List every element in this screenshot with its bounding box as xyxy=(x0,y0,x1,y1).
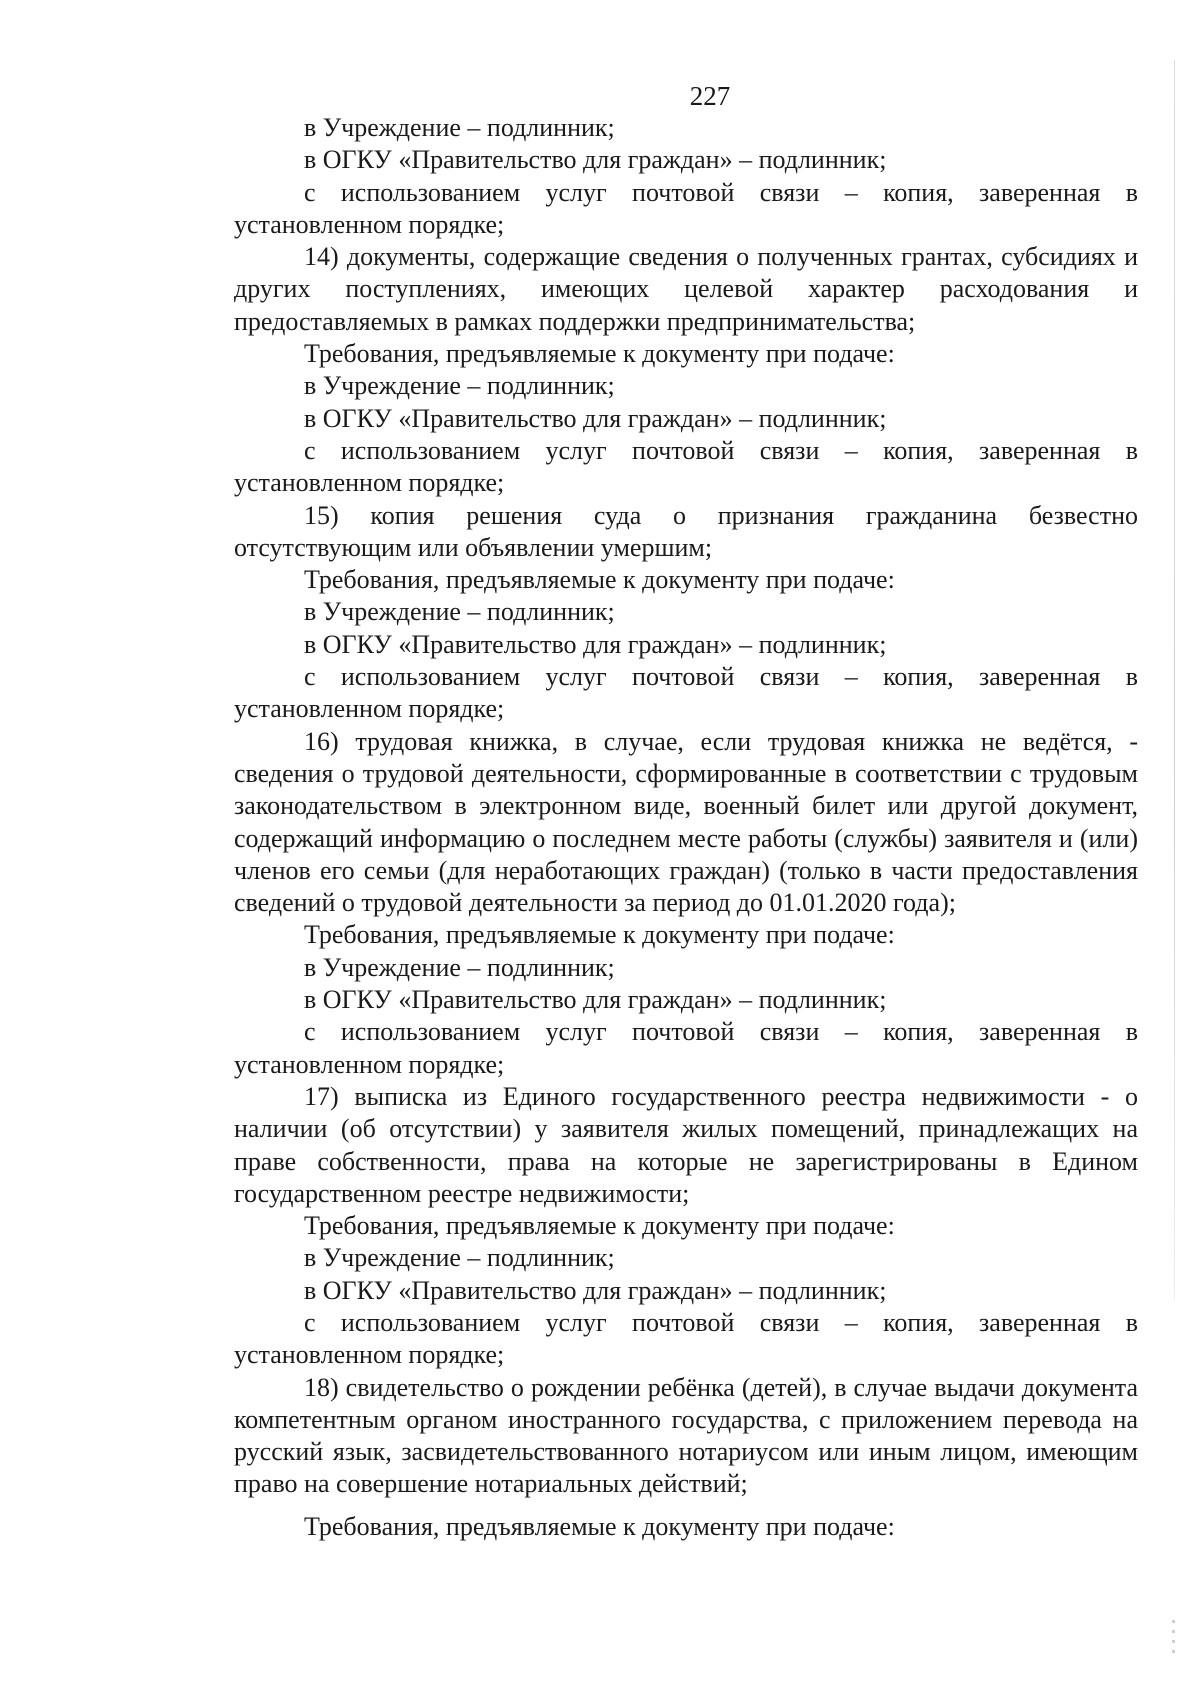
paragraph-requirements-heading: Требования, предъявляемые к документу при подаче: xyxy=(304,565,895,595)
document-body xyxy=(234,112,1138,1543)
page-number: 227 xyxy=(689,81,731,111)
paragraph-requirements-heading: Требования, предъявляемые к документу при подаче: xyxy=(304,1211,895,1241)
paragraph-original-to-ogku: в ОГКУ «Правительство для граждан» – подлинник; xyxy=(304,985,887,1015)
paragraph-postal-copy: с использованием услуг почтовой связи – копия, заверенная в установленном порядке; xyxy=(234,662,1138,724)
paragraph-item-14: 14) документы, содержащие сведения о полученных грантах, субсидиях и других поступлениях, имеющих целевой характер расходования и предоставляемых в рамках поддержки предпринимательства; xyxy=(234,242,1138,336)
paragraph-original-to-institution: в Учреждение – подлинник; xyxy=(304,1243,615,1273)
paragraph-item-18: 18) свидетельство о рождении ребёнка (детей), в случае выдачи документа компетентным органом иностранного государства, с приложением перевода на русский язык, засвидетельствованного нотариусом или иным лицом, имеющим право на совершение нотариальных действий; xyxy=(234,1372,1138,1499)
paragraph-postal-copy: с использованием услуг почтовой связи – копия, заверенная в установленном порядке; xyxy=(234,435,1138,498)
paragraph-original-to-institution: в Учреждение – подлинник; xyxy=(304,113,615,142)
paragraph-requirements-heading: Требования, предъявляемые к документу при подаче: xyxy=(304,1511,895,1541)
scan-edge-marks xyxy=(1172,1620,1175,1660)
paragraph-item-16: 16) трудовая книжка, в случае, если трудовая книжка не ведётся, - сведения о трудовой деятельности, сформированные в соответствии с трудовым законодательством в электронном виде, военный билет или другой документ, содержащий информацию о последнем месте работы (службы) заявителя и (или) членов его семьи (для неработающих граждан) (только в части предоставления сведений о трудовой деятельности за период до 01.01.2020 года); xyxy=(234,726,1138,918)
paragraph-requirements-heading: Требования, предъявляемые к документу при подаче: xyxy=(304,920,895,950)
paragraph-item-17: 17) выписка из Единого государственного реестра недвижимости - о наличии (об отсутствии) у заявителя жилых помещений, принадлежащих на праве собственности, права на которые не зарегистрированы в Едином государственном реестре недвижимости; xyxy=(234,1081,1138,1208)
paragraph-postal-copy: с использованием услуг почтовой связи – копия, заверенная в установленном порядке; xyxy=(234,1017,1138,1079)
paragraph-postal-copy: с использованием услуг почтовой связи – копия, заверенная в установленном порядке; xyxy=(234,177,1138,239)
paragraph-postal-copy: с использованием услуг почтовой связи – копия, заверенная в установленном порядке; xyxy=(234,1307,1138,1370)
paragraph-original-to-ogku: в ОГКУ «Правительство для граждан» – подлинник; xyxy=(304,629,887,659)
paragraph-original-to-institution: в Учреждение – подлинник; xyxy=(304,597,615,627)
paragraph-original-to-institution: в Учреждение – подлинник; xyxy=(304,371,615,401)
paragraph-original-to-ogku: в ОГКУ «Правительство для граждан» – подлинник; xyxy=(304,1275,887,1305)
paragraph-original-to-ogku: в ОГКУ «Правительство для граждан» – подлинник; xyxy=(304,403,887,433)
paragraph-item-15: 15) копия решения суда о признания гражданина безвестно отсутствующим или объявлении умершим; xyxy=(234,500,1138,562)
paragraph-original-to-ogku: в ОГКУ «Правительство для граждан» – подлинник; xyxy=(304,145,887,175)
paragraph-original-to-institution: в Учреждение – подлинник; xyxy=(304,952,615,982)
scan-edge-line xyxy=(1174,60,1175,1300)
paragraph-requirements-heading: Требования, предъявляемые к документу при подаче: xyxy=(304,339,895,369)
